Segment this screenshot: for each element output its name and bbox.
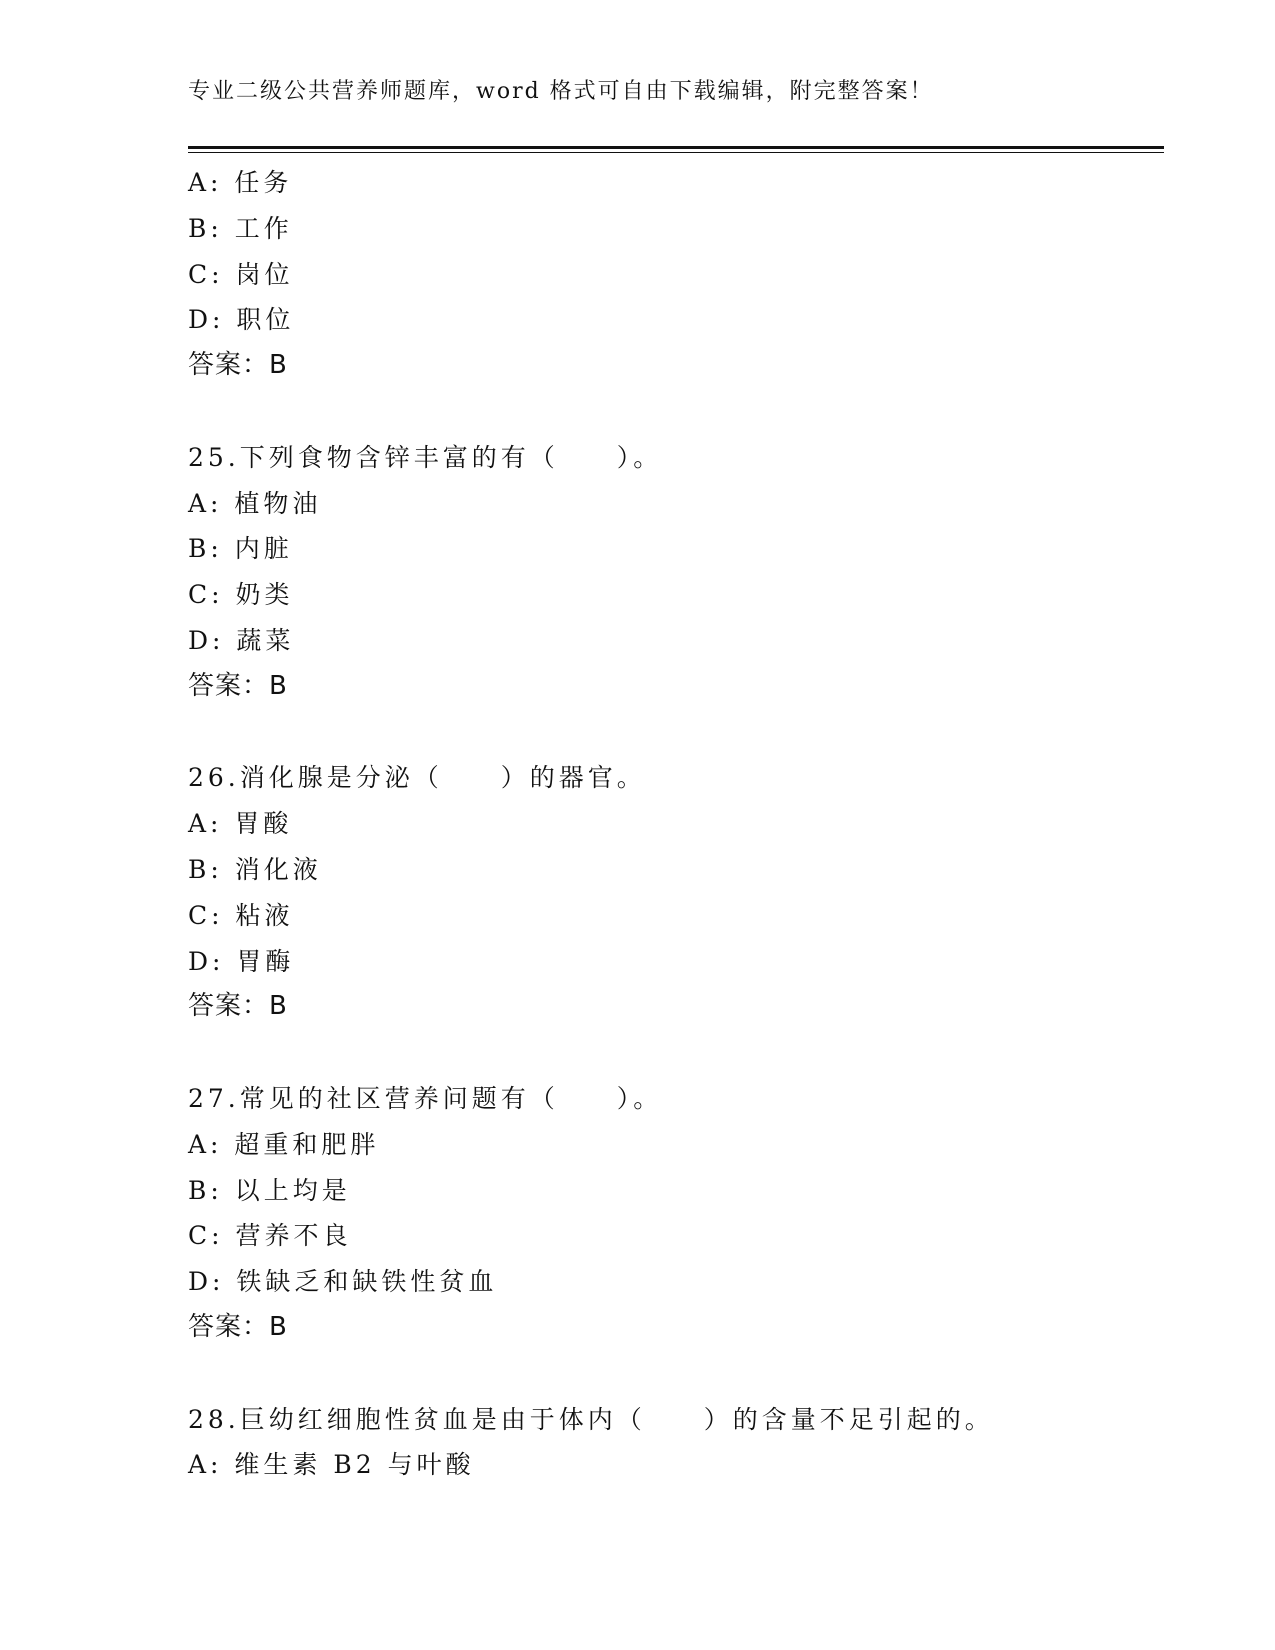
spacer — [188, 1351, 1164, 1397]
question-block — [188, 435, 1164, 710]
option-a: A: 维生素 B2 与叶酸 — [188, 1450, 475, 1480]
option-d: D: 铁缺乏和缺铁性贫血 — [188, 1267, 498, 1297]
option-b: B: 以上均是 — [188, 1175, 351, 1205]
question-text: 25.下列食物含锌丰富的有（ ）。 — [188, 442, 663, 472]
answer-line: 答案：B — [188, 1311, 288, 1342]
question-block — [188, 160, 1164, 389]
option-c: C: 岗位 — [188, 259, 294, 289]
option-b: B: 内脏 — [188, 534, 293, 564]
option-d: D: 胃酶 — [188, 946, 295, 976]
option-a: A: 超重和肥胖 — [188, 1129, 380, 1159]
option-b: B: 消化液 — [188, 854, 322, 884]
answer-line: 答案：B — [188, 991, 288, 1022]
header-rule-thin — [188, 152, 1164, 153]
question-block — [188, 1397, 1164, 1489]
question-text: 27.常见的社区营养问题有（ ）。 — [188, 1083, 663, 1113]
question-list — [188, 160, 1164, 1488]
document-header: 专业二级公共营养师题库，word 格式可自由下载编辑，附完整答案！ — [188, 79, 934, 104]
answer-line: 答案：B — [188, 350, 288, 381]
option-a: A: 任务 — [188, 168, 293, 197]
option-b: B: 工作 — [188, 213, 293, 243]
question-block — [188, 1076, 1164, 1351]
option-c: C: 奶类 — [188, 580, 294, 610]
option-a: A: 胃酸 — [188, 809, 293, 839]
option-d: D: 蔬菜 — [188, 625, 295, 655]
spacer — [188, 1030, 1164, 1076]
question-block — [188, 755, 1164, 1030]
spacer — [188, 389, 1164, 435]
option-c: C: 粘液 — [188, 900, 294, 930]
option-c: C: 营养不良 — [188, 1221, 352, 1251]
answer-line: 答案：B — [188, 670, 288, 701]
question-text: 28.巨幼红细胞性贫血是由于体内（ ）的含量不足引起的。 — [188, 1404, 994, 1434]
question-text: 26.消化腺是分泌（ ）的器官。 — [188, 763, 646, 793]
option-a: A: 植物油 — [188, 488, 322, 518]
option-d: D: 职位 — [188, 305, 295, 335]
header-rule-thick — [188, 146, 1164, 149]
spacer — [188, 710, 1164, 756]
